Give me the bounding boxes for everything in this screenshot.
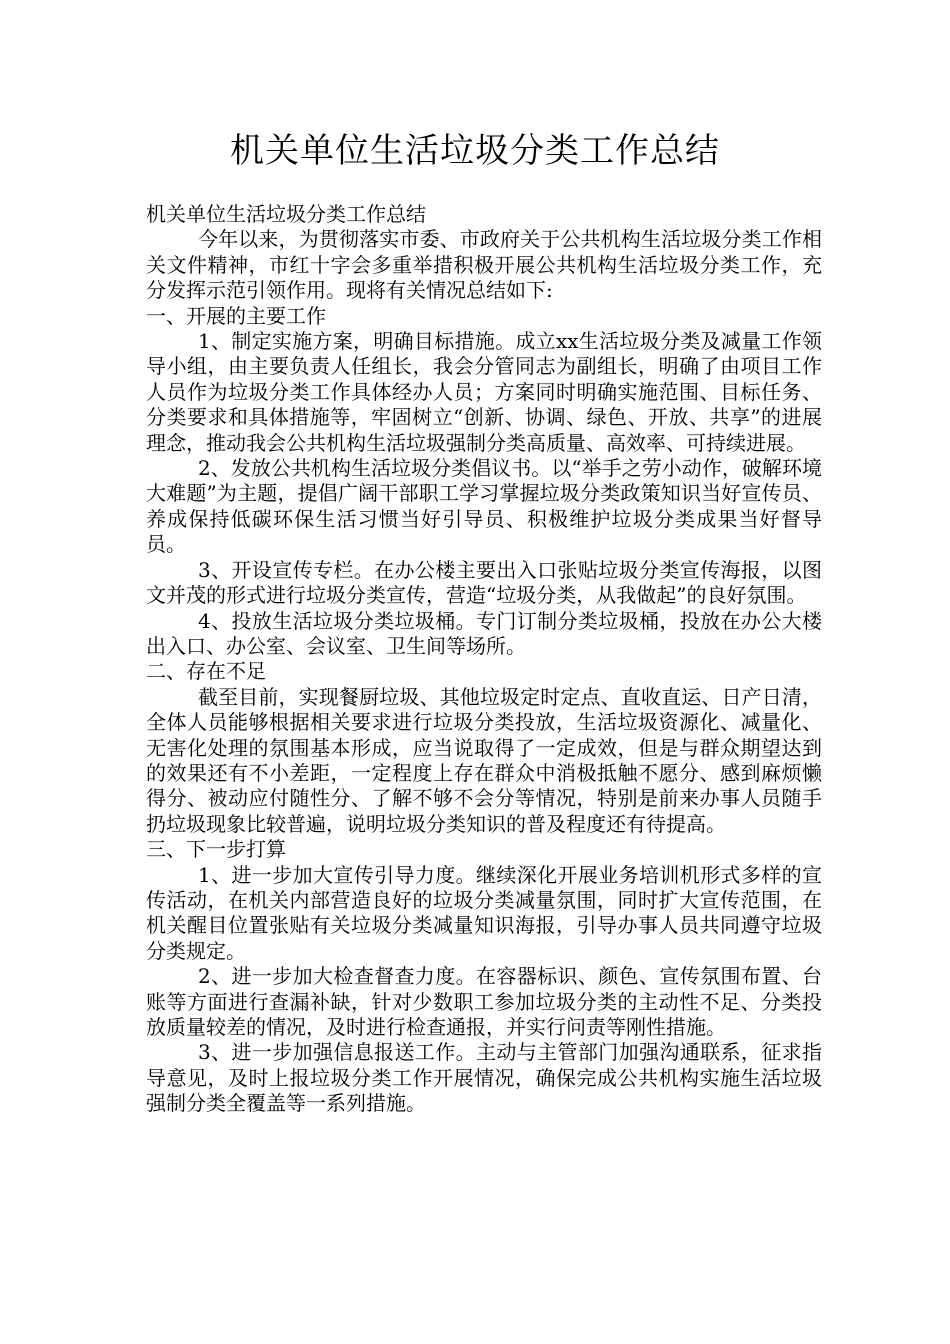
section-heading-next-steps: 三、下一步打算: [146, 837, 286, 862]
paragraph-next-2: 2、进一步加大检查督查力度。在容器标识、颜色、宣传氛围布置、台账等方面进行查漏补缺，针对少数职工参加垃圾分类的主动性不足、分类投放质量较差的情况，及时进行检查通报，并实行问责等刚性措施。: [146, 964, 822, 1039]
paragraph-work-4: 4、投放生活垃圾分类垃圾桶。专门订制分类垃圾桶，投放在办公大楼出入口、办公室、会议室、卫生间等场所。: [146, 608, 822, 658]
document-body: [146, 202, 822, 1117]
paragraph-work-2: 2、发放公共机构生活垃圾分类倡议书。以“举手之劳小动作，破解环境大难题”为主题，提倡广阔干部职工学习掌握垃圾分类政策知识当好宣传员、养成保持低碳环保生活习惯当好引导员、积极维护垃圾分类成果当好督导员。: [146, 456, 822, 557]
section-heading-main-work: 一、开展的主要工作: [146, 303, 326, 328]
paragraph-next-1: 1、进一步加大宣传引导力度。继续深化开展业务培训机形式多样的宣传活动，在机关内部营造良好的垃圾分类减量氛围，同时扩大宣传范围，在机关醒目位置张贴有关垃圾分类减量知识海报，引导办事人员共同遵守垃圾分类规定。: [146, 862, 822, 963]
paragraph-next-3: 3、进一步加强信息报送工作。主动与主管部门加强沟通联系，征求指导意见，及时上报垃圾分类工作开展情况，确保完成公共机构实施生活垃圾强制分类全覆盖等一系列措施。: [146, 1040, 822, 1116]
document-title: 机关单位生活垃圾分类工作总结: [230, 131, 720, 171]
paragraph-work-1: 1、制定实施方案，明确目标措施。成立xx生活垃圾分类及减量工作领导小组，由主要负责人任组长，我会分管同志为副组长，明确了由项目工作人员作为垃圾分类工作具体经办人员；方案同时明确实施范围、目标任务、分类要求和具体措施等，牢固树立“创新、协调、绿色、开放、共享”的进展理念，推动我会公共机构生活垃圾强制分类高质量、高效率、可持续进展。: [146, 329, 822, 455]
paragraph-shortcomings: 截至目前，实现餐厨垃圾、其他垃圾定时定点、直收直运、日产日清，全体人员能够根据相关要求进行垃圾分类投放，生活垃圾资源化、减量化、无害化处理的氛围基本形成，应当说取得了一定成效，但是与群众期望达到的效果还有不小差距，一定程度上存在群众中消极抵触不愿分、感到麻烦懒得分、被动应付随性分、了解不够不会分等情况，特别是前来办事人员随手扔垃圾现象比较普遍，说明垃圾分类知识的普及程度还有待提高。: [146, 684, 822, 836]
document-subtitle: 机关单位生活垃圾分类工作总结: [146, 202, 426, 226]
paragraph-work-3: 3、开设宣传专栏。在办公楼主要出入口张贴垃圾分类宣传海报，以图文并茂的形式进行垃圾分类宣传，营造“垃圾分类，从我做起”的良好氛围。: [146, 557, 822, 608]
paragraph-intro: 今年以来，为贯彻落实市委、市政府关于公共机构生活垃圾分类工作相关文件精神，市红十字会多重举措积极开展公共机构生活垃圾分类工作，充分发挥示范引领作用。现将有关情况总结如下:: [146, 227, 822, 303]
section-heading-shortcomings: 二、存在不足: [146, 659, 266, 684]
